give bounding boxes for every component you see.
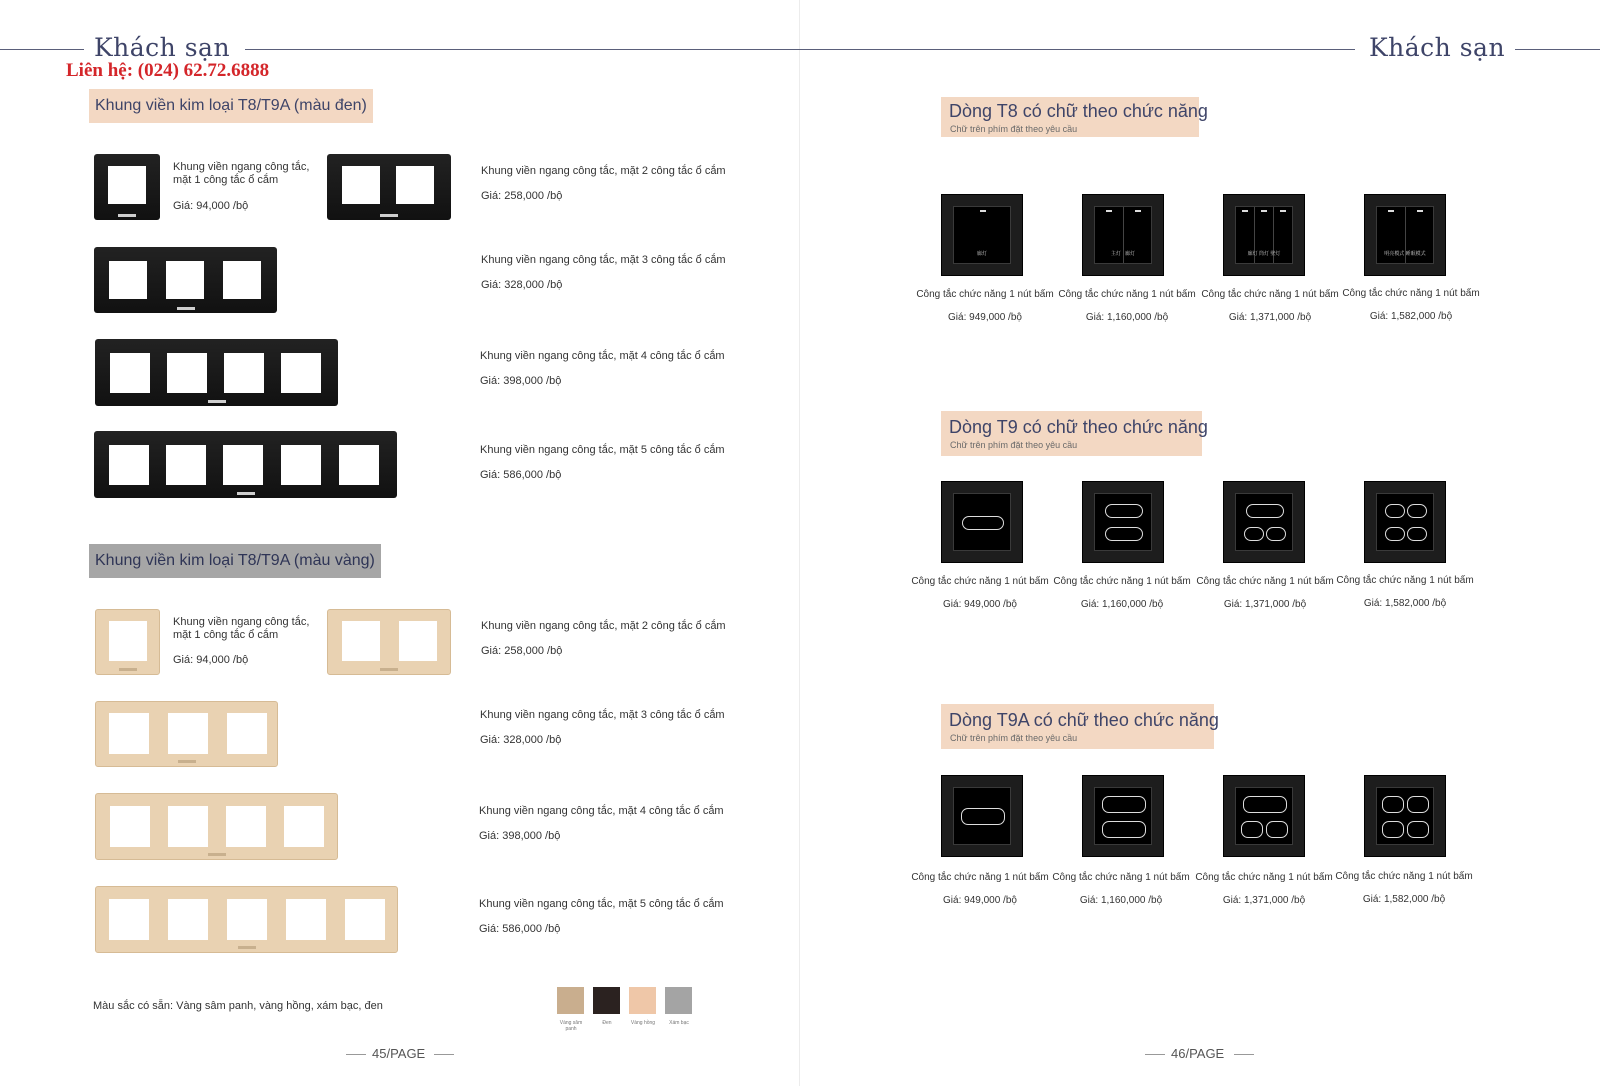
- t9a-item-4-price: Giá: 1,582,000 /bộ: [1362, 894, 1446, 905]
- t8-item-3-price: Giá: 1,371,000 /bộ: [1228, 312, 1312, 323]
- t9a-item-3-caption: Công tắc chức năng 1 nút bấm: [1195, 872, 1333, 883]
- t9-item-4-caption: Công tắc chức năng 1 nút bấm: [1336, 575, 1474, 586]
- black-item-4-price: Giá: 398,000 /bộ: [480, 375, 562, 387]
- t8-item-1-price: Giá: 949,000 /bộ: [948, 312, 1022, 323]
- black-item-3-price: Giá: 328,000 /bộ: [481, 279, 563, 291]
- t9-item-3-price: Giá: 1,371,000 /bộ: [1223, 599, 1307, 610]
- t9-subtitle: Chữ trên phím đặt theo yêu cầu: [950, 440, 1078, 450]
- page-number-right: 46/PAGE: [1171, 1046, 1225, 1061]
- gold-item-2-price: Giá: 258,000 /bộ: [481, 645, 563, 657]
- t9-item-1-caption: Công tắc chức năng 1 nút bấm: [911, 576, 1049, 587]
- t9a-panel-2-key: [1082, 775, 1164, 857]
- gold-item-4-desc: Khung viền ngang công tắc, mặt 4 công tắc ổ cắm: [479, 805, 724, 817]
- t8-panel-2-key: 主灯 廊灯: [1082, 194, 1164, 276]
- swatch-den: [593, 987, 620, 1014]
- page-number-rule: [1234, 1054, 1254, 1055]
- section-title-left: Khách sạn: [94, 33, 231, 62]
- black-frame-2-gang: [327, 154, 451, 220]
- page-divider: [799, 0, 800, 1086]
- gold-item-2-desc: Khung viền ngang công tắc, mặt 2 công tắc ổ cắm: [481, 620, 726, 632]
- t8-header: [941, 97, 1208, 137]
- t9a-subtitle: Chữ trên phím đặt theo yêu cầu: [950, 733, 1078, 743]
- t9-item-3-caption: Công tắc chức năng 1 nút bấm: [1196, 576, 1334, 587]
- t8-item-2-price: Giá: 1,160,000 /bộ: [1085, 312, 1169, 323]
- t8-item-1-caption: Công tắc chức năng 1 nút bấm: [916, 289, 1054, 300]
- t9-panel-4-key: [1364, 481, 1446, 563]
- gold-frame-1-gang: [95, 609, 160, 675]
- page-number-rule: [1145, 1054, 1165, 1055]
- black-item-1-price: Giá: 94,000 /bộ: [173, 200, 249, 212]
- black-item-2-price: Giá: 258,000 /bộ: [481, 190, 563, 202]
- t9-item-4-price: Giá: 1,582,000 /bộ: [1363, 598, 1447, 609]
- gold-frame-label: Khung viền kim loại T8/T9A (màu vàng): [89, 544, 381, 578]
- page-number-rule: [346, 1054, 366, 1055]
- header-rule-center: [245, 49, 1355, 50]
- black-frame-label: Khung viền kim loại T8/T9A (màu đen): [89, 89, 373, 123]
- t8-subtitle: Chữ trên phím đặt theo yêu cầu: [950, 124, 1078, 134]
- t9a-panel-1-key: [941, 775, 1023, 857]
- gold-frame-5-gang: [95, 886, 398, 953]
- t9-item-1-price: Giá: 949,000 /bộ: [943, 599, 1017, 610]
- t9a-header: [941, 704, 1219, 749]
- t9a-item-2-caption: Công tắc chức năng 1 nút bấm: [1052, 872, 1190, 883]
- swatch-caption: Vàng sâm panh: [559, 1020, 583, 1032]
- t9-item-2-caption: Công tắc chức năng 1 nút bấm: [1053, 576, 1191, 587]
- t9a-item-4-caption: Công tắc chức năng 1 nút bấm: [1335, 871, 1473, 882]
- t9a-item-1-price: Giá: 949,000 /bộ: [943, 895, 1017, 906]
- page-number-left: 45/PAGE: [372, 1046, 426, 1061]
- header-rule-left: [0, 49, 84, 50]
- gold-item-1-price: Giá: 94,000 /bộ: [173, 654, 249, 666]
- t9a-panel-4-key: [1364, 775, 1446, 857]
- t9a-title: Dòng T9A có chữ theo chức năng: [949, 710, 1219, 730]
- gold-frame-3-gang: [95, 701, 278, 767]
- t8-panel-4-key: 明亮模式 睡眠模式: [1364, 194, 1446, 276]
- t8-panel-3-key: 廊灯 筒灯 壁灯: [1223, 194, 1305, 276]
- black-item-4-desc: Khung viền ngang công tắc, mặt 4 công tắc ổ cắm: [480, 350, 725, 362]
- black-frame-1-gang: [94, 154, 160, 220]
- black-item-2-desc: Khung viền ngang công tắc, mặt 2 công tắc ổ cắm: [481, 165, 726, 177]
- t9-panel-2-key: [1082, 481, 1164, 563]
- gold-item-1-desc: Khung viền ngang công tắc, mặt 1 công tắc ổ cắm: [173, 616, 310, 641]
- gold-item-4-price: Giá: 398,000 /bộ: [479, 830, 561, 842]
- swatch-caption: Xám bạc: [669, 1020, 689, 1026]
- gold-item-3-desc: Khung viền ngang công tắc, mặt 3 công tắc ổ cắm: [480, 709, 725, 721]
- t8-item-3-caption: Công tắc chức năng 1 nút bấm: [1201, 289, 1339, 300]
- t8-item-4-price: Giá: 1,582,000 /bộ: [1369, 311, 1453, 322]
- black-frame-4-gang: [95, 339, 338, 406]
- black-frame-3-gang: [94, 247, 277, 313]
- t8-title: Dòng T8 có chữ theo chức năng: [949, 101, 1208, 121]
- swatch-vang-sam-panh: [557, 987, 584, 1014]
- swatch-vang-hong: [629, 987, 656, 1014]
- t9a-item-3-price: Giá: 1,371,000 /bộ: [1222, 895, 1306, 906]
- t9-title: Dòng T9 có chữ theo chức năng: [949, 417, 1208, 437]
- gold-item-3-price: Giá: 328,000 /bộ: [480, 734, 562, 746]
- available-colors-text: Màu sắc có sẵn: Vàng sâm panh, vàng hồng, xám bạc, đen: [93, 1000, 383, 1012]
- gold-item-5-desc: Khung viền ngang công tắc, mặt 5 công tắc ổ cắm: [479, 898, 724, 910]
- header-rule-right: [1515, 49, 1600, 50]
- t9-item-2-price: Giá: 1,160,000 /bộ: [1080, 599, 1164, 610]
- swatch-caption: Đen: [602, 1020, 612, 1026]
- contact-phone: Liên hệ: (024) 62.72.6888: [66, 60, 270, 81]
- black-item-3-desc: Khung viền ngang công tắc, mặt 3 công tắc ổ cắm: [481, 254, 726, 266]
- t9-panel-1-key: [941, 481, 1023, 563]
- swatch-xam-bac: [665, 987, 692, 1014]
- gold-item-5-price: Giá: 586,000 /bộ: [479, 923, 561, 935]
- swatch-caption: Vàng hồng: [630, 1020, 656, 1026]
- black-item-5-price: Giá: 586,000 /bộ: [480, 469, 562, 481]
- black-item-1-desc: Khung viền ngang công tắc, mặt 1 công tắc ổ cắm: [173, 161, 310, 186]
- t8-item-2-caption: Công tắc chức năng 1 nút bấm: [1058, 289, 1196, 300]
- gold-frame-4-gang: [95, 793, 338, 860]
- black-item-5-desc: Khung viền ngang công tắc, mặt 5 công tắc ổ cắm: [480, 444, 725, 456]
- t8-item-4-caption: Công tắc chức năng 1 nút bấm: [1342, 288, 1480, 299]
- t9-header: [941, 411, 1208, 456]
- t9-panel-3-key: [1223, 481, 1305, 563]
- section-title-right: Khách sạn: [1369, 33, 1506, 62]
- t8-panel-1-key: 廊灯: [941, 194, 1023, 276]
- t9a-item-2-price: Giá: 1,160,000 /bộ: [1079, 895, 1163, 906]
- t9a-item-1-caption: Công tắc chức năng 1 nút bấm: [911, 872, 1049, 883]
- black-frame-5-gang: [94, 431, 397, 498]
- gold-frame-2-gang: [327, 609, 451, 675]
- t9a-panel-3-key: [1223, 775, 1305, 857]
- page-number-rule: [434, 1054, 454, 1055]
